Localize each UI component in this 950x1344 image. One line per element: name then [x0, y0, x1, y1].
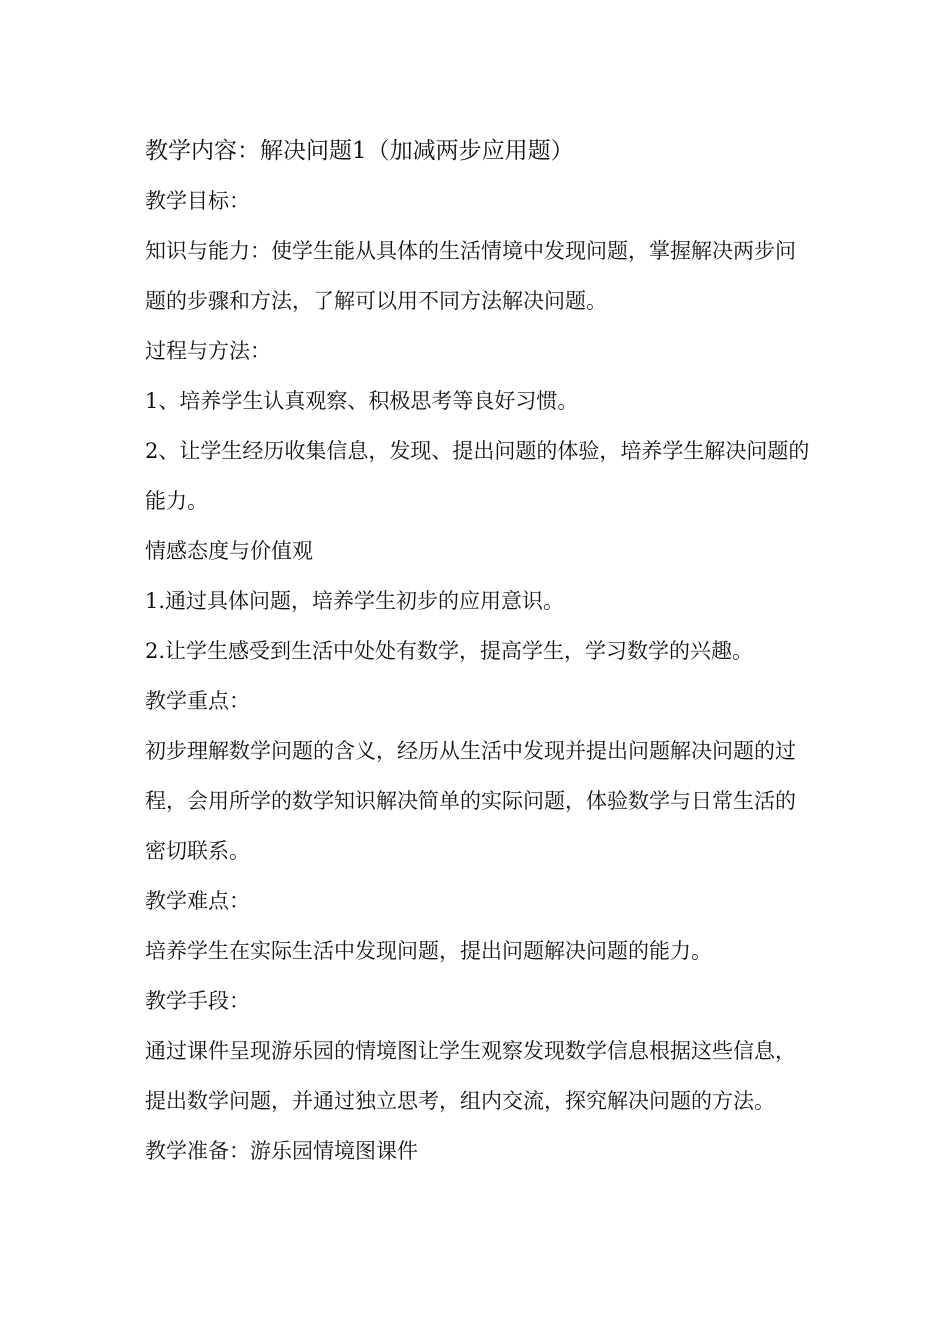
- knowledge-ability-paragraph: 知识与能力：使学生能从具体的生活情境中发现问题，掌握解决两步问题的步骤和方法，了解可以用不同方法解决问题。: [145, 239, 796, 313]
- lesson-content-title: 教学内容：解决问题1（加减两步应用题）: [145, 138, 574, 164]
- emotion-item-1: 1.通过具体问题，培养学生初步的应用意识。: [145, 589, 565, 613]
- process-method-heading: 过程与方法：: [145, 339, 271, 363]
- means-paragraph: 通过课件呈现游乐园的情境图让学生观察发现数学信息根据这些信息，提出数学问题，并通过独立思考，组内交流，探究解决问题的方法。: [145, 1039, 796, 1113]
- key-points-heading: 教学重点：: [145, 689, 250, 713]
- means-heading: 教学手段：: [145, 989, 250, 1013]
- process-item-2: 2、让学生经历收集信息，发现、提出问题的体验，培养学生解决问题的能力。: [145, 439, 810, 513]
- objectives-heading: 教学目标：: [145, 189, 250, 213]
- key-points-paragraph: 初步理解数学问题的含义，经历从生活中发现并提出问题解决问题的过程，会用所学的数学知识解决简单的实际问题，体验数学与日常生活的密切联系。: [145, 739, 796, 863]
- preparation-line: 教学准备：游乐园情境图课件: [145, 1139, 418, 1163]
- difficulties-heading: 教学难点：: [145, 889, 250, 913]
- emotion-heading: 情感态度与价值观: [145, 539, 313, 563]
- document-body: [145, 126, 815, 1176]
- difficulties-paragraph: 培养学生在实际生活中发现问题，提出问题解决问题的能力。: [145, 939, 712, 963]
- emotion-item-2: 2.让学生感受到生活中处处有数学，提高学生，学习数学的兴趣。: [145, 639, 754, 663]
- process-item-1: 1、培养学生认真观察、积极思考等良好习惯。: [145, 389, 579, 413]
